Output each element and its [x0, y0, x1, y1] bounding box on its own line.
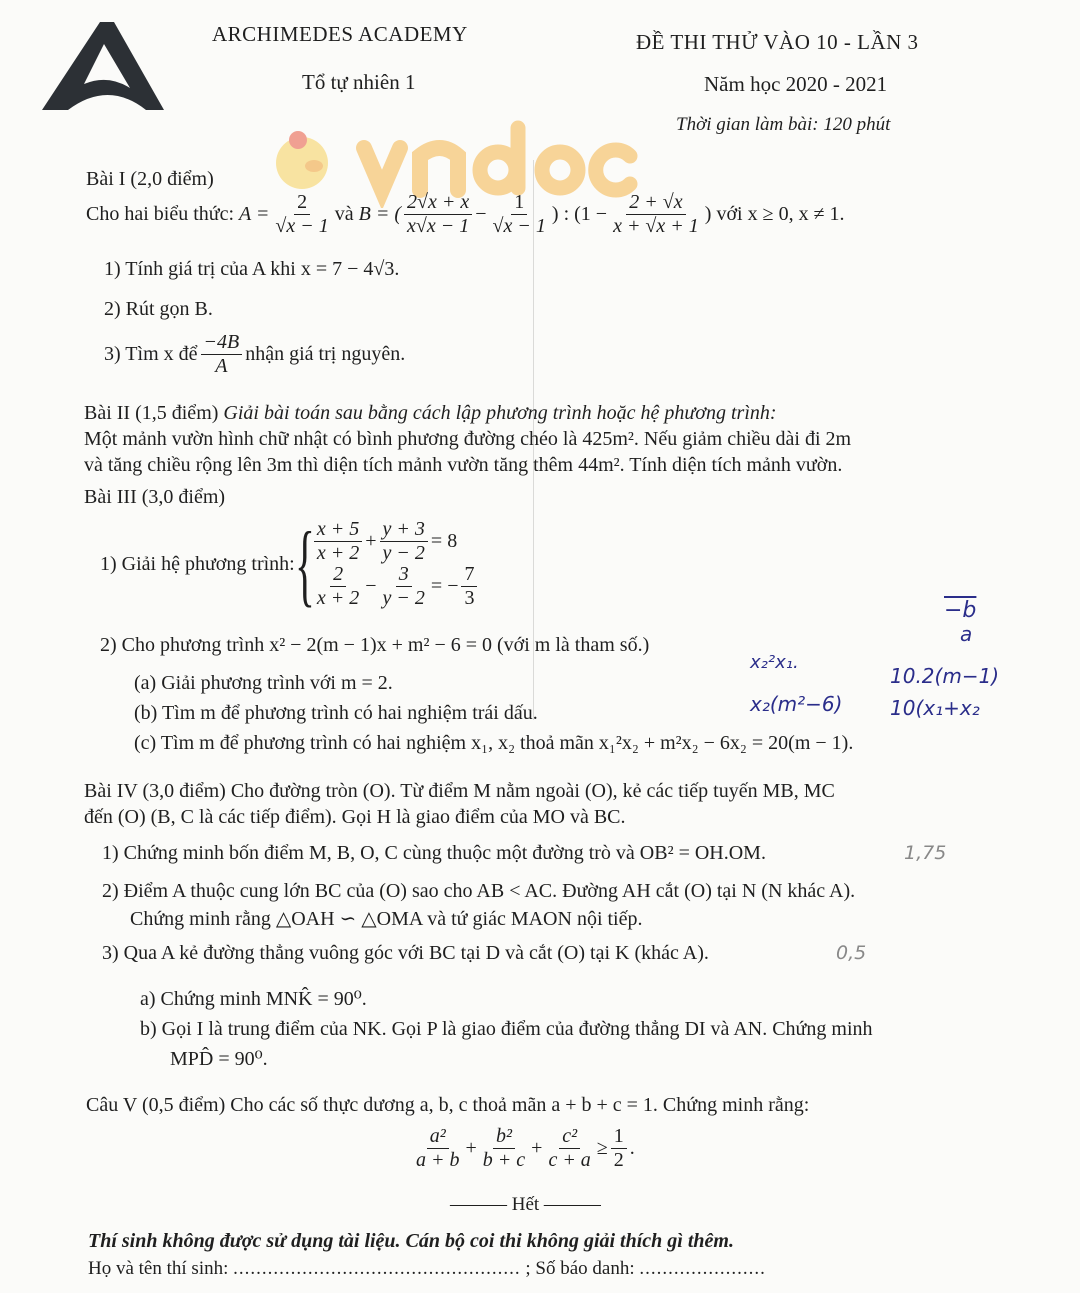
- name-field[interactable]: ..................................................: [233, 1258, 521, 1279]
- bai4-q1: 1) Chứng minh bốn điểm M, B, O, C cùng thuộc một đường trò và OB² = OH.OM.: [102, 842, 766, 864]
- cau5-inequality: $\frac{\text{a²}}{a + b}$ + $\frac{\text{b²}}{b + c}$ + $\frac{\text{c²}}{c + a}$ ≥ $\frac{1}{2}$ .: [416, 1125, 635, 1171]
- bai2-instruction: Giải bài toán sau bằng cách lập phương trình hoặc hệ phương trình:: [223, 402, 777, 424]
- cau5-text: Cho các số thực dương a, b, c thoả mãn a + b + c = 1. Chứng minh rằng:: [230, 1094, 810, 1116]
- handwritten-note-a: a: [960, 622, 973, 646]
- bai4-intro1: Bài IV (3,0 điểm) Cho đường tròn (O). Từ điểm M nằm ngoài (O), kẻ các tiếp tuyến MB, MC: [84, 780, 835, 802]
- bai3-q1: [100, 513, 480, 615]
- condition-text: với x ≥ 0, x ≠ 1.: [716, 203, 845, 225]
- handwritten-note-10x: 10(x₁+x₂: [890, 696, 980, 720]
- bai4-q2-line1: 2) Điểm A thuộc cung lớn BC của (O) sao cho AB < AC. Đường AH cắt (O) tại N (N khác A).: [102, 880, 856, 902]
- id-field[interactable]: ......................: [639, 1258, 766, 1279]
- bai2-line2: và tăng chiều rộng lên 3m thì diện tích mảnh vườn tăng thêm 44m². Tính diện tích mảnh vườn.: [84, 454, 843, 476]
- bai3-q2a: (a) Giải phương trình với m = 2.: [134, 672, 393, 694]
- handwritten-note-b: −b: [944, 598, 977, 623]
- cau5-header: [86, 1094, 809, 1117]
- and-text: và: [334, 203, 354, 225]
- id-label: ; Số báo danh:: [525, 1258, 635, 1279]
- exam-duration: Thời gian làm bài: 120 phút: [676, 114, 891, 135]
- bai1-q1: 1) Tính giá trị của A khi x = 7 − 4√3.: [104, 258, 400, 280]
- end-marker: ——— Hết ———: [450, 1194, 601, 1215]
- bai1-q3: 3) Tìm x để $\frac{-4B}{A}$ nhận giá trị nguyên.: [104, 331, 406, 377]
- expr-b-frac1: $\frac{2√x + x}{x√x - 1}$: [404, 192, 472, 237]
- name-label: Họ và tên thí sinh:: [88, 1258, 229, 1279]
- handwritten-note-x2m: x₂(m²−6): [750, 692, 843, 716]
- bai1-title: Bài I (2,0 điểm): [86, 168, 214, 190]
- bai4-q3b-line2: MPD̂ = 90⁰.: [170, 1048, 268, 1070]
- q3-fraction: $\frac{-4B}{A}$: [201, 332, 243, 377]
- handwritten-note-10: 10.2(m−1): [890, 664, 1000, 688]
- equation-2: $\frac{2}{x + 2}$ − $\frac{3}{y - 2}$ = − $\frac{7}{3}$: [311, 564, 481, 609]
- bai4-intro2: đến (O) (B, C là các tiếp điểm). Gọi H là giao điểm của MO và BC.: [84, 806, 626, 828]
- bai3-q2: 2) Cho phương trình x² − 2(m − 1)x + m² − 6 = 0 (với m là tham số.): [100, 634, 650, 656]
- exam-title: ĐỀ THI THỬ VÀO 10 - LẦN 3: [636, 30, 919, 54]
- handwritten-score-1: 1,75: [904, 842, 947, 864]
- bai3-title: Bài III (3,0 điểm): [84, 486, 226, 508]
- bai3-q2b: (b) Tìm m để phương trình có hai nghiệm trái dấu.: [134, 702, 538, 724]
- cau5-title: Câu V (0,5 điểm): [86, 1094, 226, 1116]
- school-name: ARCHIMEDES ACADEMY: [212, 22, 468, 46]
- expr-a-label: A =: [239, 203, 270, 225]
- bai2-header: [84, 402, 777, 425]
- bai4-q3b-line1: b) Gọi I là trung điểm của NK. Gọi P là giao điểm của đường thẳng DI và AN. Chứng minh: [140, 1018, 873, 1040]
- candidate-info: [88, 1258, 766, 1280]
- equation-system: [311, 519, 481, 609]
- bai2-line1: Một mảnh vườn hình chữ nhật có bình phương đường chéo là 425m². Nếu giảm chiều dài đi 2m: [84, 428, 852, 450]
- bai1-intro: Cho hai biểu thức:: [86, 203, 235, 225]
- bai1-expressions: Cho hai biểu thức: A = $\frac{2}{√x - 1}$ và B = ( $\frac{2√x + x}{x√x - 1}$ − $\frac{1}{√x - 1}$ ) : (1 − $\frac{2 + √x}{x + √x + 1}$ ) với x ≥ 0, x ≠ 1.: [86, 191, 845, 237]
- expr-b-frac3: $\frac{2 + √x}{x + √x + 1}$: [613, 191, 699, 237]
- bai4-q3: 3) Qua A kẻ đường thẳng vuông góc với BC tại D và cắt (O) tại K (khác A).: [102, 942, 709, 964]
- system-brace-icon: {: [294, 513, 315, 615]
- bai2-title: Bài II (1,5 điểm): [84, 402, 219, 424]
- school-year: Năm học 2020 - 2021: [704, 72, 888, 96]
- bai4-q3a: a) Chứng minh MNK̂ = 90⁰.: [140, 988, 367, 1010]
- bai3-q1-label: 1) Giải hệ phương trình:: [100, 552, 295, 575]
- expr-a-fraction: $\frac{2}{√x - 1}$: [275, 191, 329, 237]
- handwritten-score-2: 0,5: [836, 942, 867, 964]
- equation-1: $\frac{x + 5}{x + 2}$ + $\frac{y + 3}{y - 2}$ = 8: [311, 519, 481, 564]
- academy-logo-icon: [38, 18, 168, 118]
- bai3-q2c: (c) Tìm m để phương trình có hai nghiệm x₁, x₂ thoả mãn x₁²x₂ + m²x₂ − 6x₂ = 20(m − 1).: [134, 732, 854, 754]
- bai4-q2-line2: Chứng minh rằng △OAH ∽ △OMA và tứ giác MAON nội tiếp.: [130, 908, 643, 930]
- footer-note: Thí sinh không được sử dụng tài liệu. Cán bộ coi thi không giải thích gì thêm.: [88, 1230, 734, 1252]
- handwritten-note-x2x1: x₂²x₁.: [750, 652, 799, 673]
- bai1-q2: 2) Rút gọn B.: [104, 298, 213, 320]
- expr-b-frac2: $\frac{1}{√x - 1}$: [492, 191, 546, 237]
- department-name: Tổ tự nhiên 1: [302, 70, 416, 94]
- expr-b-label: B = (: [358, 203, 402, 225]
- bai4-title: Bài IV (3,0 điểm): [84, 780, 226, 802]
